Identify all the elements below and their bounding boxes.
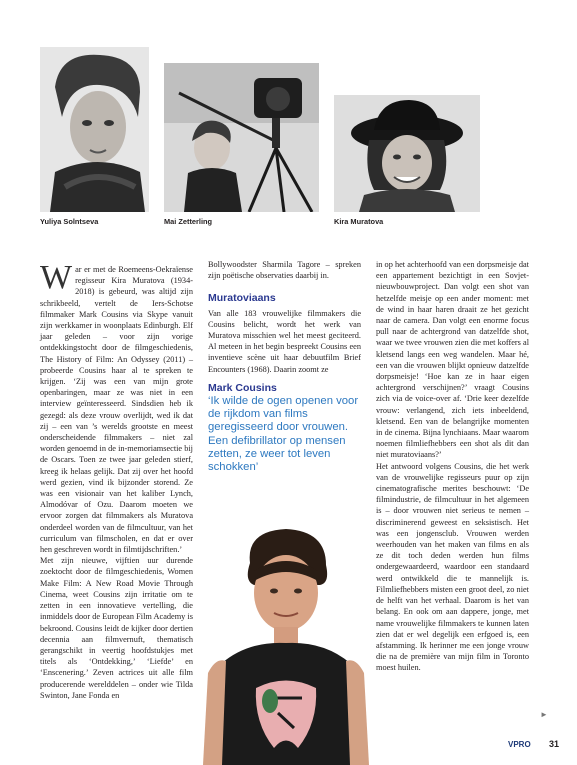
article-column-1: [40, 259, 193, 701]
photo-mai-zetterling: [164, 63, 319, 212]
portrait-image: [198, 523, 374, 765]
page-number: 31: [549, 739, 560, 749]
drop-cap: W: [40, 259, 73, 296]
article-paragraph: Van alle 183 vrouwelijke filmmakers die Cousins belicht, wordt het werk van Muratova misschien wel het meest geciteerd. Al meteen in het begin bespreekt Cousins een inventieve scène uit haar debuutfilm Brief Encounters (1968). Daarin zoomt ze: [208, 308, 361, 374]
magazine-logo: VPRO: [508, 740, 531, 749]
caption-kira-muratova: Kira Muratova: [334, 217, 384, 226]
pull-quote: ‘Ik wilde de ogen openen voor de rijkdom van films geregisseerd door vrouwen. Een defibrillator op mensen zetten, ze weer tot leven schokken’: [208, 395, 359, 474]
section-subhead: Muratoviaans: [208, 292, 276, 305]
article-paragraph: [40, 259, 193, 555]
portrait-image: [164, 63, 319, 212]
portrait-image: [334, 95, 480, 212]
article-paragraph: Het antwoord volgens Cousins, die het werk van de vrouwelijke regisseurs puur op zijn cinematografische merites beschouwt: ‘De filmindustrie, de filmcultuur in het algemeen is – door vrouwen niet serieus te nemen – discriminerend geweest en seksistisch. Het was een jongensclub. Vrouwen werden weerhouden van het maken van films en als ze dit toch deden werden hun films ondergewaardeerd, waardoor een standaard werd ontwikkeld die te mannelijk is. Filmliefhebbers misten een groot deel, zo niet de helft van het verhaal. Daarom is het van belang. En ook om aan dappere, jonge, met name vrouwelijke filmmakers te kunnen laten zien dat er wel degelijk een erfgoed is, een afstamming. Ik herinner me een jonge vrouw die na de première van mijn film in Toronto moest huilen.: [376, 461, 529, 673]
continue-arrow-icon: ►: [540, 710, 548, 719]
article-column-2: [208, 259, 361, 474]
caption-mai-zetterling: Mai Zetterling: [164, 217, 213, 226]
article-column-3: [376, 259, 529, 674]
article-paragraph: Met zijn nieuwe, vijftien uur durende zoektocht door de filmgeschiedenis, Women Make Film: A New Road Movie Through Cinema, weet Cousins zijn irritatie om te zetten in een innovatieve vertelling, die inmiddels door de European Film Academy is bekroond. Cousins leidt de kijker door dertien decennia aan filmvernuft, thematisch gerangschikt in veertig hoofdstukjes met titels als ‘Ontdekking,’ ‘Liefde’ en ‘Enscenering.’ Zeven actrices uit alle film producerende werelddelen – onder wie Tilda Swinton, Jane Fonda en: [40, 556, 193, 700]
article-paragraph: Bollywoodster Sharmila Tagore – spreken zijn poëtische observaties daarbij in.: [208, 260, 361, 281]
paragraph-text: ar er met de Roemeens-Oekraïense regisseur Kira Muratova (1934-2018) is gebeurd, was altijd zijn schrikbeeld, vertelt de Iers-Schotse filmmaker Mark Cousins via Skype vanuit zijn werkkamer in woonplaats Edinburgh. Elf jaar geleden – voor zijn vorige ontdekkingstocht door de filmgeschiedenis, The History of Film: An Odyssey (2011) – probeerde Cousins haar al te spreken te krijgen. ‘Zij was een van mijn grote openbaringen, maar ze was niet in een interview geïnteresseerd. Sindsdien heb ik gezegd: als deze vrouw overlijdt, wed ik dat zij – een van ’s werelds grootste en meest onderscheidende filmmakers – niet zal worden genoemd in de in-memoriamsectie bij de Oscars. Toen ze twee jaar geleden stierf, kreeg ik helaas gelijk. Dat zij over het hoofd werd gezien, vind ik bijzonder storend. Ze was een visionair van het kaliber Lynch, Almodóvar of Ozu. Daarom moeten we ervoor zorgen dat filmmakers als Muratova onderdeel worden van de filmcultuur, van het curriculum van filmscholen, en dat er over hen geschreven wordt in filmtijdschriften.’: [40, 265, 193, 555]
photo-yuliya-solntseva: [40, 47, 149, 212]
pull-quote-name: Mark Cousins: [208, 381, 277, 394]
caption-yuliya-solntseva: Yuliya Solntseva: [40, 217, 99, 226]
article-paragraph: in op het achterhoofd van een dorpsmeisje dat een appartement bezichtigt in een Sovjet-nieuwbouwproject. Dan volgt een shot van hetzelfde meisje op een ander moment: met de wind in haar haren draait ze het gezicht naar de camera. Dan volgt een enorme focus pull naar de achtergrond van datzelfde shot, waar we twee vrouwen zien die met koffers al kletsend langs een weg wandelen. Maar hé, een van die vrouwen blijkt opnieuw datzelfde dorpsmeisje! ‘Hoe kan ze in haar eigen achtergrond verschijnen?’ vraagt Cousins zich via de voice-over af. ‘Drie keer dezelfde vrouw: verlangend, zich iets inbeeldend, kletsend. Een van de belangrijke momenten in de cinema. Bijna lynchiaans. Maar waarom noemen filmliefhebbers een shot als dit dan niet muratoviaans?’: [376, 260, 529, 460]
photo-kira-muratova: [334, 95, 480, 212]
photo-mark-cousins: [198, 523, 374, 765]
portrait-image: [40, 47, 149, 212]
